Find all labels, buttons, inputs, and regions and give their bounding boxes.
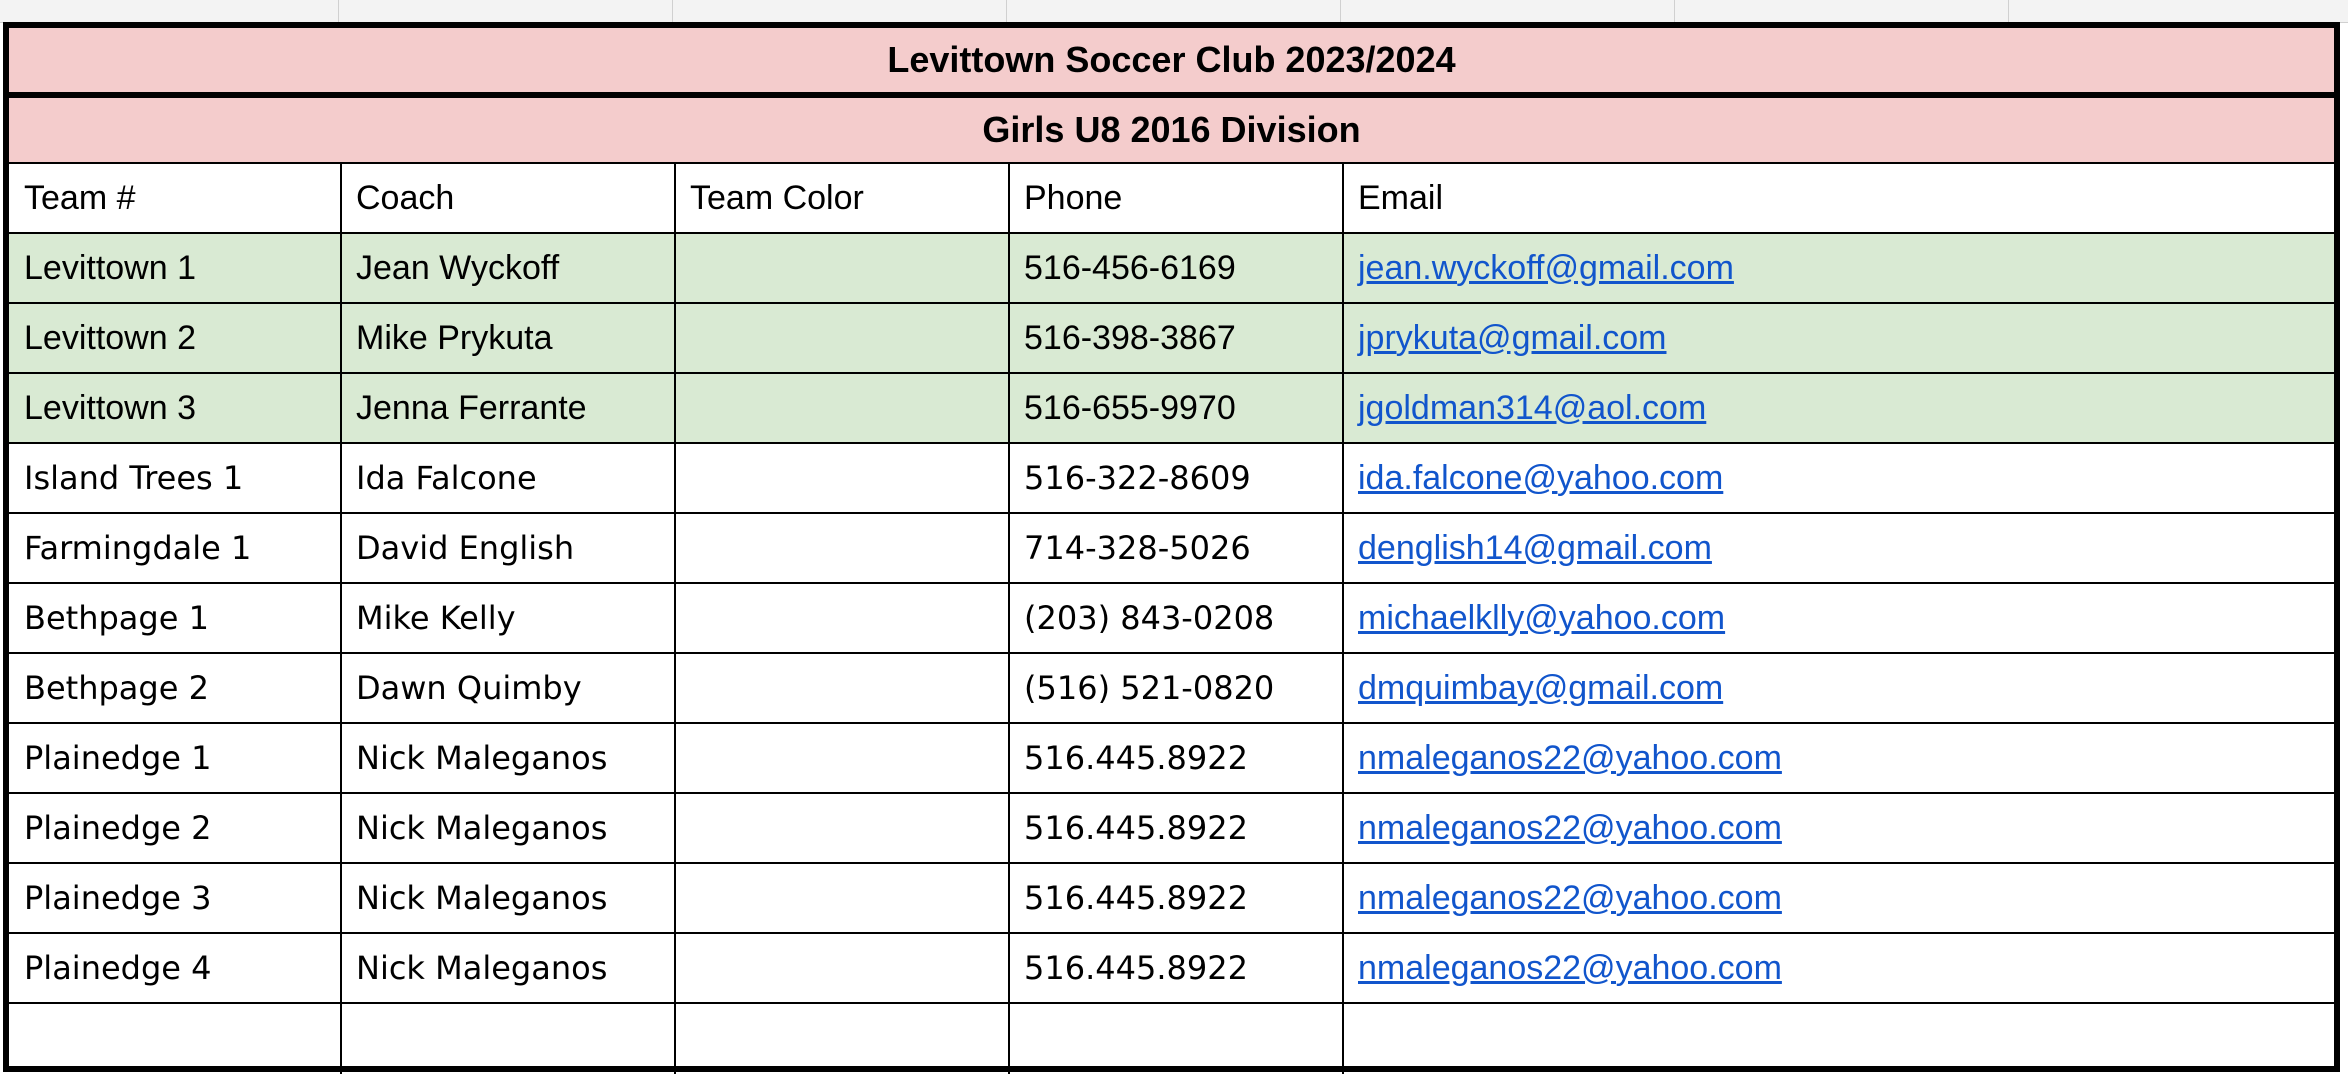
phone-cell[interactable] (1010, 374, 1344, 442)
table-row (9, 724, 2334, 794)
column-divider[interactable] (2008, 0, 2009, 22)
email-link[interactable]: dmquimbay@gmail.com (1358, 668, 1724, 707)
team-color-cell[interactable] (676, 514, 1010, 582)
team-text: Plainedge 1 (24, 739, 212, 777)
team-text: Levittown 2 (24, 318, 196, 357)
coach-cell[interactable] (342, 514, 676, 582)
phone-cell[interactable] (1010, 304, 1344, 372)
team-cell[interactable] (9, 724, 342, 792)
sheet-subtitle: Girls U8 2016 Division (982, 109, 1361, 150)
phone-text: (516) 521-0820 (1024, 669, 1275, 707)
phone-text: 516.445.8922 (1024, 809, 1248, 847)
team-color-cell[interactable] (676, 304, 1010, 372)
email-link[interactable]: ida.falcone@yahoo.com (1358, 458, 1724, 497)
email-link[interactable]: jean.wyckoff@gmail.com (1358, 248, 1734, 287)
team-cell[interactable] (9, 234, 342, 302)
team-cell[interactable] (9, 444, 342, 512)
coach-text: Jean Wyckoff (356, 248, 560, 287)
header-row (9, 164, 2334, 234)
table-row (9, 934, 2334, 1004)
team-color-cell[interactable] (676, 584, 1010, 652)
phone-text: 516-456-6169 (1024, 248, 1236, 287)
coach-cell[interactable] (342, 864, 676, 932)
sheet-title: Levittown Soccer Club 2023/2024 (887, 39, 1456, 80)
coach-cell[interactable] (342, 794, 676, 862)
table-row (9, 444, 2334, 514)
header-team-color-cell[interactable] (676, 164, 1010, 232)
team-color-cell[interactable] (676, 724, 1010, 792)
coach-text: Nick Maleganos (356, 949, 608, 987)
phone-cell[interactable] (1010, 724, 1344, 792)
email-cell[interactable] (1344, 514, 2334, 582)
column-divider[interactable] (1340, 0, 1341, 22)
phone-text: 516-322-8609 (1024, 459, 1251, 497)
email-cell[interactable] (1344, 864, 2334, 932)
team-color-cell[interactable] (676, 234, 1010, 302)
header-label: Team Color (690, 178, 864, 217)
header-team-cell[interactable] (9, 164, 342, 232)
table-row (9, 584, 2334, 654)
phone-text: 714-328-5026 (1024, 529, 1251, 567)
coach-cell[interactable] (342, 584, 676, 652)
table-row (9, 654, 2334, 724)
phone-cell[interactable] (1010, 444, 1344, 512)
header-coach-cell[interactable] (342, 164, 676, 232)
phone-cell[interactable] (1010, 864, 1344, 932)
email-cell[interactable] (1344, 374, 2334, 442)
coach-cell[interactable] (342, 1004, 676, 1074)
column-divider[interactable] (672, 0, 673, 22)
team-cell[interactable] (9, 794, 342, 862)
coach-text: Nick Maleganos (356, 739, 608, 777)
team-text: Levittown 1 (24, 248, 196, 287)
team-text: Plainedge 3 (24, 879, 212, 917)
email-cell[interactable] (1344, 584, 2334, 652)
team-cell[interactable] (9, 374, 342, 442)
phone-cell[interactable] (1010, 584, 1344, 652)
email-cell[interactable] (1344, 304, 2334, 372)
team-color-cell[interactable] (676, 374, 1010, 442)
phone-cell[interactable] (1010, 934, 1344, 1002)
team-color-cell[interactable] (676, 864, 1010, 932)
column-divider[interactable] (338, 0, 339, 22)
sheet-title-cell[interactable] (9, 28, 2334, 98)
coach-text: Nick Maleganos (356, 879, 608, 917)
team-cell[interactable] (9, 514, 342, 582)
coach-cell[interactable] (342, 724, 676, 792)
coach-text: Jenna Ferrante (356, 388, 587, 427)
team-text: Island Trees 1 (24, 459, 244, 497)
phone-text: 516.445.8922 (1024, 879, 1248, 917)
team-color-cell[interactable] (676, 444, 1010, 512)
coach-text: Ida Falcone (356, 459, 537, 497)
phone-text: (203) 843-0208 (1024, 599, 1275, 637)
table-row (9, 514, 2334, 584)
team-text: Levittown 3 (24, 388, 196, 427)
email-link[interactable]: michaelklly@yahoo.com (1358, 598, 1726, 637)
coach-cell[interactable] (342, 374, 676, 442)
header-label: Email (1358, 178, 1444, 217)
phone-text: 516.445.8922 (1024, 949, 1248, 987)
coach-cell[interactable] (342, 304, 676, 372)
table-row (9, 234, 2334, 304)
header-phone-cell[interactable] (1010, 164, 1344, 232)
email-cell[interactable] (1344, 654, 2334, 722)
team-color-cell[interactable] (676, 794, 1010, 862)
team-cell[interactable] (9, 584, 342, 652)
email-link[interactable]: nmaleganos22@yahoo.com (1358, 738, 1782, 777)
spreadsheet-table (3, 22, 2340, 1072)
team-text: Bethpage 2 (24, 669, 209, 707)
team-color-cell[interactable] (676, 1004, 1010, 1074)
email-link[interactable]: nmaleganos22@yahoo.com (1358, 948, 1782, 987)
coach-text: Nick Maleganos (356, 809, 608, 847)
column-divider[interactable] (1674, 0, 1675, 22)
coach-cell[interactable] (342, 234, 676, 302)
phone-cell[interactable] (1010, 1004, 1344, 1074)
table-row (9, 794, 2334, 864)
header-email-cell[interactable] (1344, 164, 2334, 232)
header-label: Phone (1024, 178, 1123, 217)
email-link[interactable]: nmaleganos22@yahoo.com (1358, 878, 1782, 917)
email-link[interactable]: jprykuta@gmail.com (1358, 318, 1667, 357)
team-cell[interactable] (9, 304, 342, 372)
phone-text: 516-398-3867 (1024, 318, 1236, 357)
phone-cell[interactable] (1010, 514, 1344, 582)
coach-cell[interactable] (342, 444, 676, 512)
team-color-cell[interactable] (676, 654, 1010, 722)
email-cell[interactable] (1344, 444, 2334, 512)
table-row (9, 304, 2334, 374)
team-cell[interactable] (9, 1004, 342, 1074)
email-link[interactable]: nmaleganos22@yahoo.com (1358, 808, 1782, 847)
coach-text: Mike Prykuta (356, 318, 553, 357)
team-cell[interactable] (9, 654, 342, 722)
coach-text: Dawn Quimby (356, 669, 582, 707)
email-link[interactable]: jgoldman314@aol.com (1358, 388, 1707, 427)
sheet-subtitle-cell[interactable] (9, 98, 2334, 164)
email-cell[interactable] (1344, 934, 2334, 1002)
phone-text: 516.445.8922 (1024, 739, 1248, 777)
email-link[interactable]: denglish14@gmail.com (1358, 528, 1712, 567)
header-label: Team # (24, 178, 136, 217)
table-row (9, 374, 2334, 444)
table-row (9, 1004, 2334, 1074)
phone-cell[interactable] (1010, 234, 1344, 302)
team-text: Bethpage 1 (24, 599, 209, 637)
email-cell[interactable] (1344, 724, 2334, 792)
phone-cell[interactable] (1010, 654, 1344, 722)
email-cell[interactable] (1344, 1004, 2334, 1074)
phone-cell[interactable] (1010, 794, 1344, 862)
team-color-cell[interactable] (676, 934, 1010, 1002)
column-header-strip (0, 0, 2348, 23)
team-text: Plainedge 4 (24, 949, 212, 987)
header-label: Coach (356, 178, 455, 217)
coach-cell[interactable] (342, 654, 676, 722)
email-cell[interactable] (1344, 234, 2334, 302)
team-text: Farmingdale 1 (24, 529, 252, 567)
team-text: Plainedge 2 (24, 809, 212, 847)
table-row (9, 864, 2334, 934)
email-cell[interactable] (1344, 794, 2334, 862)
column-divider[interactable] (1006, 0, 1007, 22)
team-cell[interactable] (9, 934, 342, 1002)
coach-text: Mike Kelly (356, 599, 516, 637)
coach-cell[interactable] (342, 934, 676, 1002)
coach-text: David English (356, 529, 575, 567)
team-cell[interactable] (9, 864, 342, 932)
phone-text: 516-655-9970 (1024, 388, 1236, 427)
